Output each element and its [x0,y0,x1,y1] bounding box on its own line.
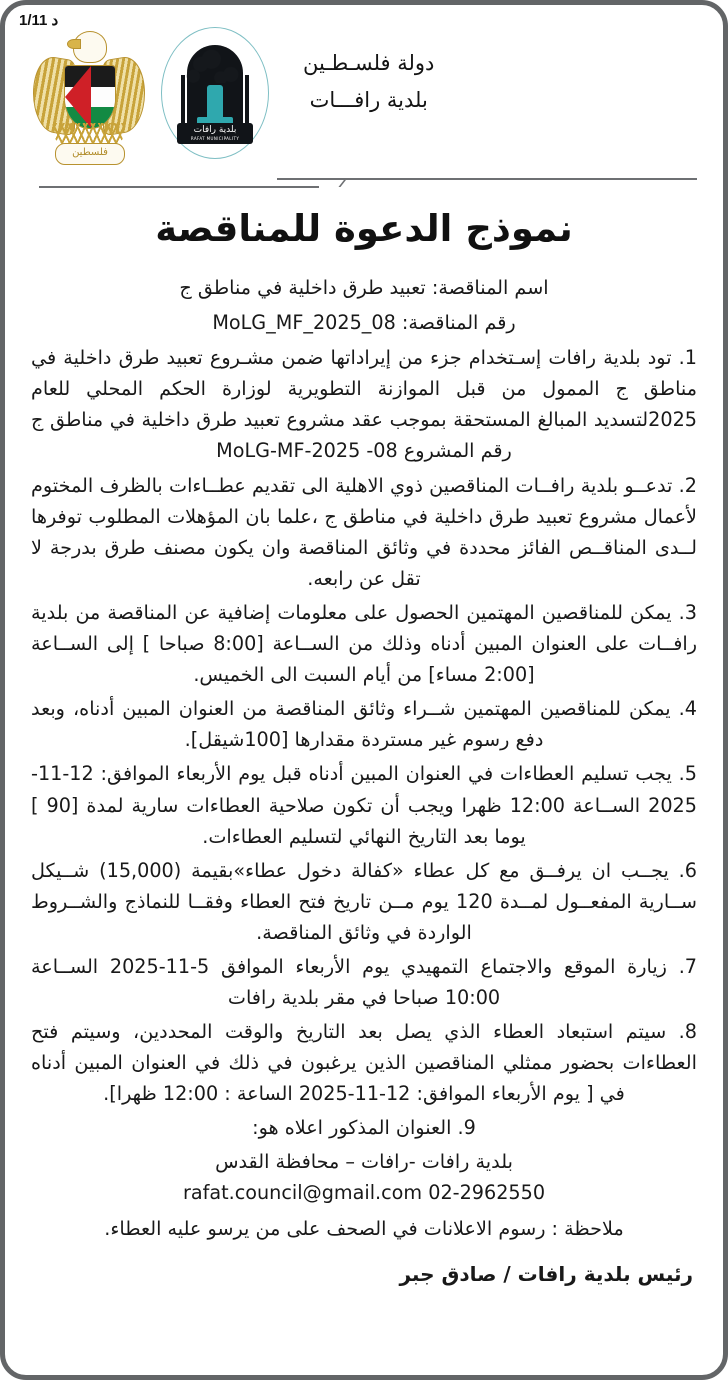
document-body [31,272,697,1290]
seal-post-left [181,75,185,127]
seal-tree-icon [179,49,251,83]
clause-2: 2. تدعــو بلدية رافــات المناقصين ذوي الاهلية الى تقديم عطــاءات بالظرف المختوم لأعمال مشروع تعبيد طرق داخلية في مناطق ج ،علما بان المؤهلات المطلوب توفرها لــدى المناقــص الفائز محددة في وثائق المناقصة وان يكون مصنف طرق بدرجة لا تقل عن رابعه. [31,473,697,590]
clause-8: 8. سيتم استبعاد العطاء الذي يصل بعد التاريخ والوقت المحددين، وسيتم فتح العطاءات بحضور ممثلي المناقصين الذين يرغبون في ذلك في العنوان المبين أدناه في [ يوم الأربعاء الموافق: 12-11-2025 الساعة : 12:00 ظهرا]. [31,1020,697,1106]
letterhead-text [289,23,434,119]
clause-5: 5. يجب تسليم العطاءات في العنوان المبين أدناه قبل يوم الأربعاء الموافق: 12-11-2025 الســاعة 12:00 ظهرا ويجب أن تكون صلاحية العطاءات سارية لمدة [90 ] يوما بعد التاريخ النهائي لتسليم العطاءات. [31,762,697,848]
signature-line: رئيس بلدية رافات / صادق جبر [399,1262,693,1287]
page-title: نموذج الدعوة للمناقصة [155,207,573,250]
letterhead [31,15,697,173]
contact-block [31,1147,697,1209]
tender-number-line: رقم المناقصة: MoLG_MF_2025_08 [212,311,516,335]
letterhead-divider [31,175,697,191]
seal-name-ar: بلدية رافات [193,125,237,135]
emblem-scroll: فلسطين [55,143,125,165]
page-marker: 1/11 د [19,12,59,29]
flag-triangle-red [65,66,91,128]
seal-nameplate [177,123,253,144]
clause-3: 3. يمكن للمناقصين المهتمين الحصول على معلومات إضافية عن المناقصة من بلدية رافــات على العنوان المبين أدناه وذلك من الســاعة [8:00 صباحا ] إلى الســاعة [2:00 مساء] من أيام السبت الى الخميس. [31,600,697,687]
clause-1: 1. تود بلدية رافات إسـتخدام جزء من إيراداتها ضمن مشـروع تعبيد طرق داخلية في مناطق ج الممول من قبل الموازنة التطويرية لوزارة الحكم المحلي للعام 2025لتسديد المبالغ المستحقة بموجب عقد مشروع تعبيد طرق داخلية في مناطق ج رقم المشروع MoLG-MF-2025 -08 [31,346,697,463]
emblem-eagle-beak [67,39,81,49]
divider-segment-left [39,186,319,188]
letterhead-municipality: بلدية رافـــات [309,87,428,112]
contact-phone[interactable]: 02-2962550 [428,1181,546,1205]
clause-6: 6. يجــب ان يرفــق مع كل عطاء «كفالة دخول عطاء»بقيمة (15,000) شــيكل ســارية المفعــول لمــدة 120 يوم مــن تاريخ فتح العطاء وفقــا للنماذج والشــروط الواردة في وثائق المناقصة. [31,858,697,944]
seal-post-right [245,75,249,127]
palestine-eagle-emblem-icon [31,23,147,173]
letterhead-logos [31,23,289,173]
advertising-fee-note: ملاحظة : رسوم الاعلانات في الصحف على من يرسو عليه العطاء. [104,1216,624,1240]
clause-9: 9. العنوان المذكور اعلاه هو: [252,1116,476,1140]
tender-name-line: اسم المناقصة: تعبيد طرق داخلية في مناطق ج [179,276,549,299]
clause-7: 7. زيارة الموقع والاجتماع التمهيدي يوم الأربعاء الموافق 5-11-2025 الســاعة 10:00 صباحا في مقر بلدية رافات [31,954,698,1010]
seal-name-en: RAFAT MUNICIPALITY [190,136,240,141]
municipality-seal-icon [155,23,275,163]
contact-address: بلدية رافات -رافات – محافظة القدس [215,1149,513,1173]
emblem-flag-shield-icon [64,65,116,129]
clause-4: 4. يمكن للمناقصين المهتمين شــراء وثائق المناقصة من العنوان المبين أدناه، وبعد دفع رسوم غير مستردة مقدارها [100شيقل]. [31,697,697,752]
letterhead-country: دولة فلسـطـين [303,51,435,75]
contact-email[interactable]: rafat.council@gmail.com [182,1181,423,1205]
seal-fountain-icon [207,85,223,119]
